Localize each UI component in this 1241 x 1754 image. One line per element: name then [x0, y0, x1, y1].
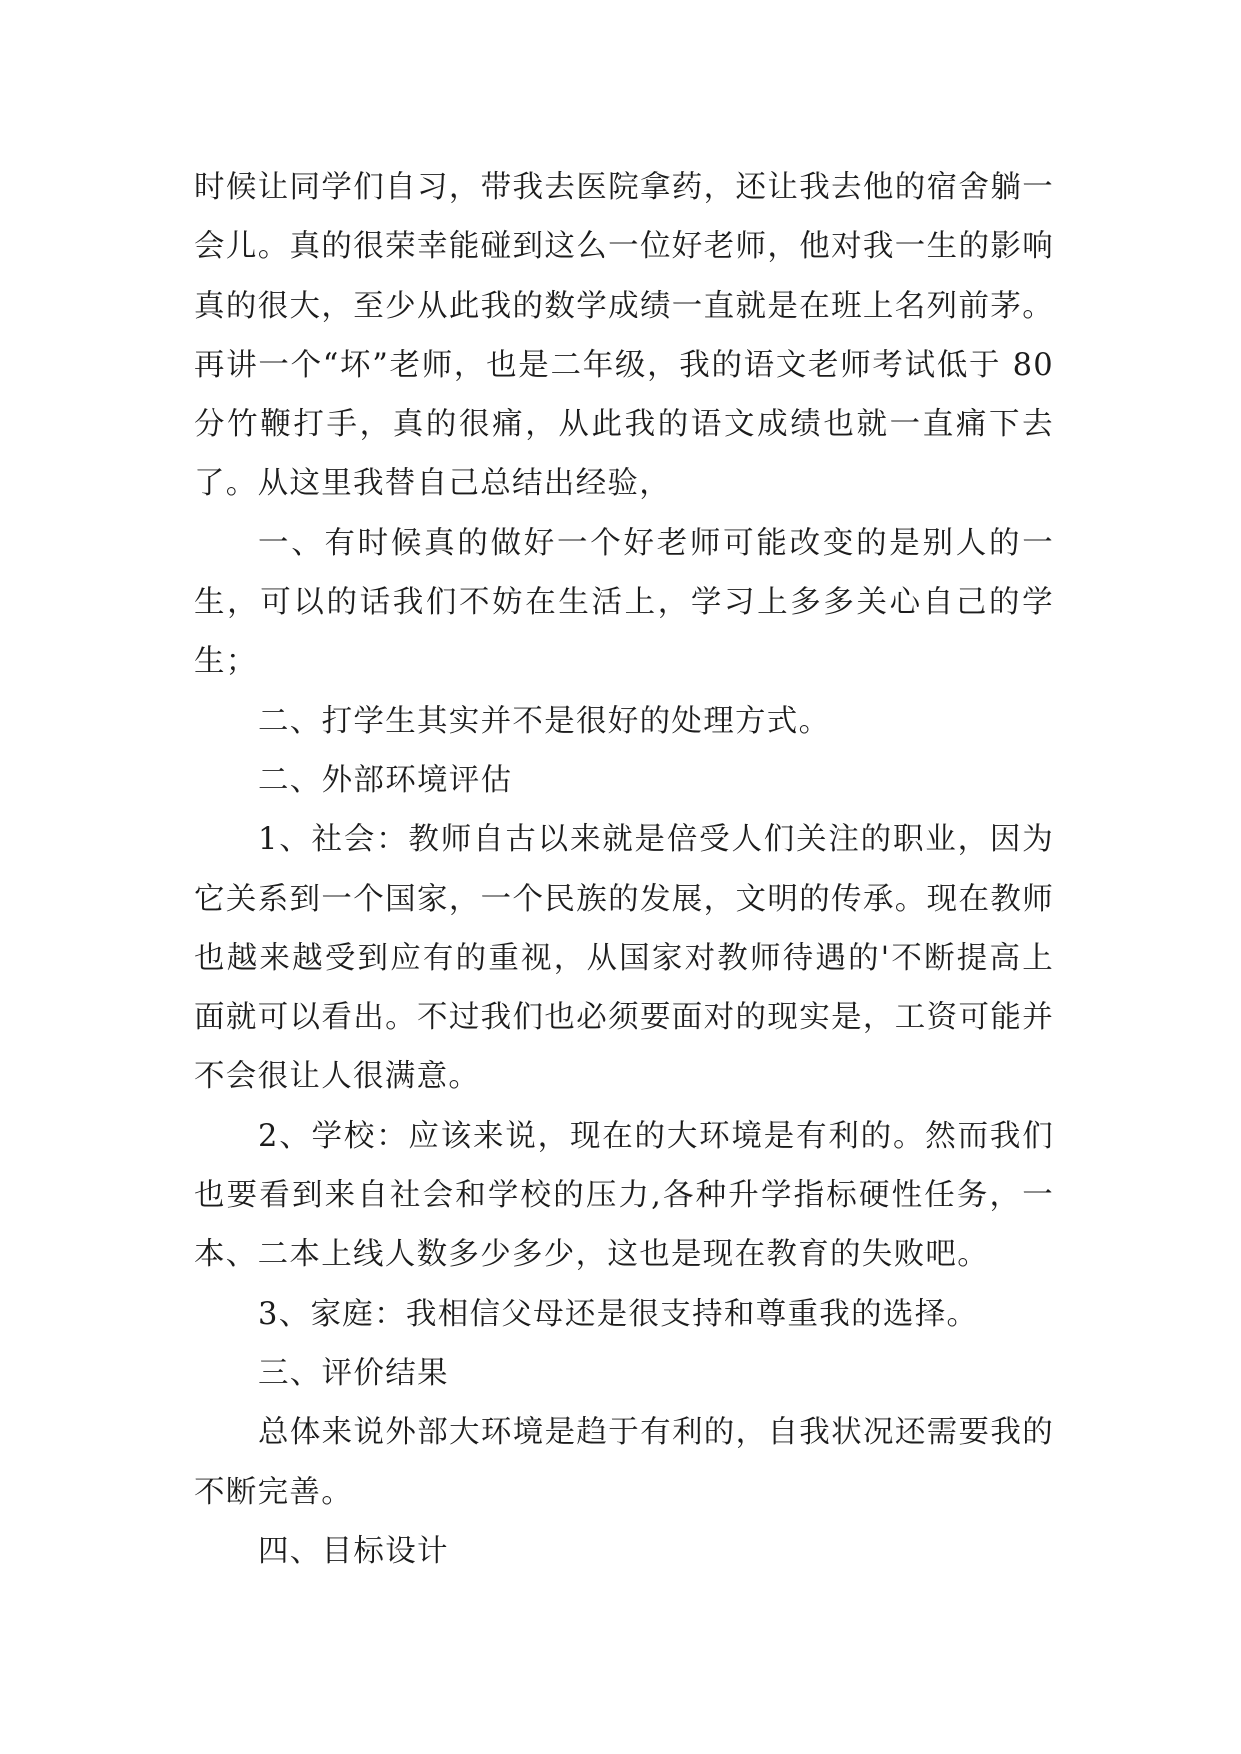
- heading-evaluation-result: 三、评价结果: [258, 1355, 449, 1391]
- paragraph-school: 2、学校：应该来说，现在的大环境是有利的。然而我们也要看到来自社会和学校的压力,各种升学指标硬性任务，一本、二本上线人数多少多少，这也是现在教育的失败吧。: [194, 1118, 1054, 1273]
- heading-external-environment: 二、外部环境评估: [258, 762, 513, 798]
- document-body: [194, 158, 1054, 1581]
- heading-goal-design: 四、目标设计: [258, 1533, 449, 1569]
- paragraph-summary: 总体来说外部大环境是趋于有利的，自我状况还需要我的不断完善。: [194, 1415, 1054, 1510]
- paragraph-continuation: 时候让同学们自习，带我去医院拿药，还让我去他的宿舍躺一会儿。真的很荣幸能碰到这么一位好老师，他对我一生的影响真的很大，至少从此我的数学成绩一直就是在班上名列前茅。再讲一个“坏”老师，也是二年级，我的语文老师考试低于 80 分竹鞭打手，真的很痛，从此我的语文成绩也就一直痛下去了。从这里我替自己总结出经验，: [194, 170, 1054, 502]
- paragraph-family: 3、家庭：我相信父母还是很支持和尊重我的选择。: [258, 1296, 979, 1332]
- paragraph-lesson-two: 二、打学生其实并不是很好的处理方式。: [258, 703, 831, 739]
- paragraph-society: 1、社会：教师自古以来就是倍受人们关注的职业，因为它关系到一个国家，一个民族的发展，文明的传承。现在教师也越来越受到应有的重视，从国家对教师待遇的'不断提高上面就可以看出。不过我们也必须要面对的现实是，工资可能并不会很让人很满意。: [194, 822, 1054, 1095]
- paragraph-lesson-one: 一、有时候真的做好一个好老师可能改变的是别人的一生，可以的话我们不妨在生活上，学习上多多关心自己的学生；: [194, 525, 1054, 680]
